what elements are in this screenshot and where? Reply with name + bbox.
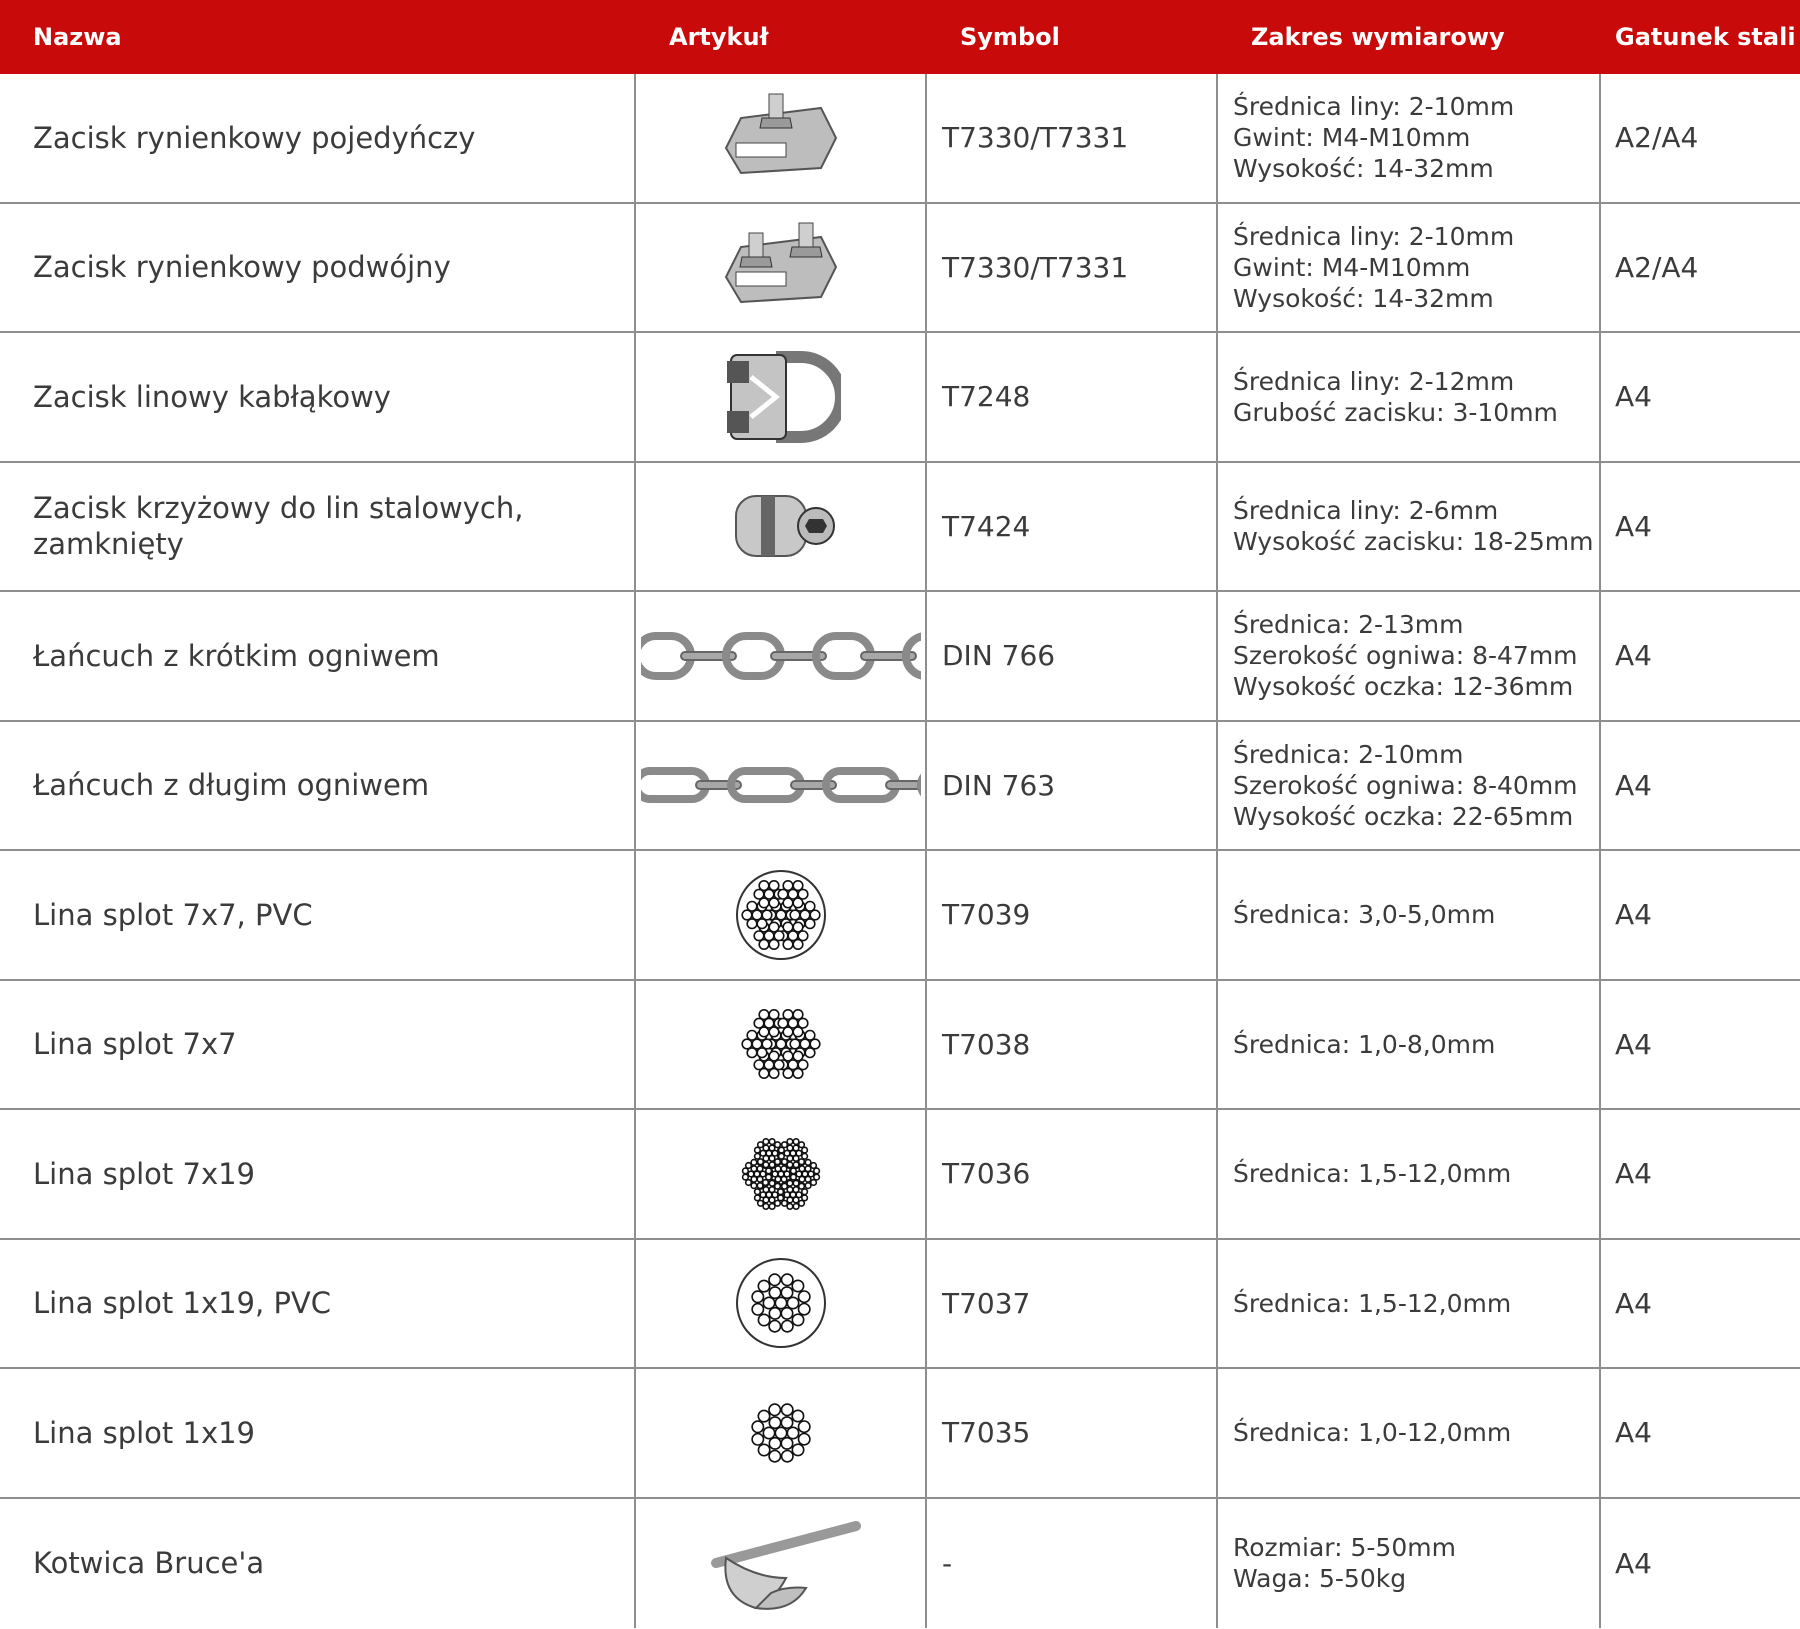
row-name — [0, 1110, 636, 1238]
row-symbol: T7037 — [927, 1240, 1218, 1368]
short-link-chain-icon — [641, 621, 921, 691]
row-name — [0, 1369, 636, 1497]
row-grade: A4 — [1615, 380, 1652, 414]
range-line: Średnica: 2-13mm — [1233, 610, 1464, 640]
row-name — [0, 722, 636, 850]
range-line: Średnica: 1,0-8,0mm — [1233, 1029, 1496, 1059]
row-name-text: Zacisk linowy kabłąkowy — [33, 379, 391, 414]
row-range — [1218, 463, 1601, 591]
rope-1x19-pvc-icon — [731, 1253, 831, 1353]
row-symbol: - — [927, 1499, 1218, 1629]
table-row — [0, 204, 1800, 334]
header-grade: Gatunek stali — [1615, 23, 1796, 51]
row-name-text: Łańcuch z krótkim ogniwem — [33, 638, 440, 673]
range-line: Szerokość ogniwa: 8-47mm — [1233, 641, 1578, 671]
long-link-chain-icon — [641, 750, 921, 820]
double-wire-rope-clip-icon — [711, 217, 851, 317]
row-grade: A4 — [1615, 1546, 1652, 1580]
row-article — [636, 333, 927, 461]
row-range — [1218, 333, 1601, 461]
row-range — [1218, 1240, 1601, 1368]
header-name: Nazwa — [33, 23, 122, 51]
row-article — [636, 851, 927, 979]
row-name-text: Łańcuch z długim ogniwem — [33, 768, 430, 803]
row-symbol: T7330/T7331 — [927, 204, 1218, 332]
row-symbol: T7038 — [927, 981, 1218, 1109]
u-bolt-rope-clamp-icon — [721, 347, 841, 447]
range-line: Średnica liny: 2-12mm — [1233, 366, 1515, 396]
table-header — [0, 0, 1800, 74]
row-symbol: T7039 — [927, 851, 1218, 979]
row-grade: A4 — [1615, 639, 1652, 673]
row-name-text: Lina splot 7x7 — [33, 1027, 237, 1062]
row-symbol: T7036 — [927, 1110, 1218, 1238]
table-body — [0, 74, 1800, 1628]
range-line: Średnica: 3,0-5,0mm — [1233, 900, 1496, 930]
row-range — [1218, 722, 1601, 850]
range-line: Wysokość: 14-32mm — [1233, 283, 1494, 313]
range-line: Rozmiar: 5-50mm — [1233, 1533, 1456, 1563]
row-name-text: Kotwica Bruce'a — [33, 1546, 265, 1581]
row-name-text: Zacisk rynienkowy pojedyńczy — [33, 120, 476, 155]
header-range: Zakres wymiarowy — [1251, 23, 1505, 51]
range-line: Gwint: M4-M10mm — [1233, 123, 1471, 153]
table-row — [0, 722, 1800, 852]
row-article — [636, 1110, 927, 1238]
range-line: Gwint: M4-M10mm — [1233, 252, 1471, 282]
row-grade: A2/A4 — [1615, 121, 1699, 155]
rope-7x7-pvc-icon — [731, 865, 831, 965]
range-line: Średnica liny: 2-6mm — [1233, 496, 1499, 526]
range-line: Grubość zacisku: 3-10mm — [1233, 397, 1558, 427]
rope-7x7-icon — [731, 994, 831, 1094]
rope-1x19-icon — [731, 1383, 831, 1483]
row-name — [0, 851, 636, 979]
row-grade: A2/A4 — [1615, 250, 1699, 284]
cross-clamp-icon — [721, 481, 841, 571]
header-article: Artykuł — [669, 23, 769, 51]
range-line: Wysokość: 14-32mm — [1233, 154, 1494, 184]
row-article — [636, 74, 927, 202]
row-article — [636, 1369, 927, 1497]
row-range — [1218, 74, 1601, 202]
row-name-text: Zacisk rynienkowy podwójny — [33, 250, 451, 285]
header-symbol: Symbol — [960, 23, 1060, 51]
range-line: Średnica: 1,5-12,0mm — [1233, 1159, 1512, 1189]
range-line: Wysokość oczka: 12-36mm — [1233, 672, 1574, 702]
range-line: Średnica liny: 2-10mm — [1233, 221, 1515, 251]
single-wire-rope-clip-icon — [711, 88, 851, 188]
row-name — [0, 333, 636, 461]
range-line: Wysokość oczka: 22-65mm — [1233, 801, 1574, 831]
row-range — [1218, 981, 1601, 1109]
bruce-anchor-icon — [696, 1508, 866, 1618]
row-grade: A4 — [1615, 768, 1652, 802]
row-range — [1218, 1369, 1601, 1497]
range-line: Średnica liny: 2-10mm — [1233, 92, 1515, 122]
row-article — [636, 981, 927, 1109]
row-name — [0, 981, 636, 1109]
row-article — [636, 592, 927, 720]
row-name-text: Lina splot 7x7, PVC — [33, 897, 313, 932]
row-name — [0, 592, 636, 720]
range-line: Szerokość ogniwa: 8-40mm — [1233, 770, 1578, 800]
row-name — [0, 1240, 636, 1368]
row-symbol: T7424 — [927, 463, 1218, 591]
range-line: Wysokość zacisku: 18-25mm — [1233, 527, 1594, 557]
row-name-text: Lina splot 7x19 — [33, 1156, 256, 1191]
table-row — [0, 851, 1800, 981]
row-grade: A4 — [1615, 1027, 1652, 1061]
row-article — [636, 722, 927, 850]
row-grade: A4 — [1615, 1157, 1652, 1191]
table-row — [0, 1369, 1800, 1499]
range-line: Średnica: 1,5-12,0mm — [1233, 1288, 1512, 1318]
row-grade: A4 — [1615, 1416, 1652, 1450]
row-name — [0, 463, 636, 591]
row-article — [636, 204, 927, 332]
rope-7x19-icon — [731, 1124, 831, 1224]
range-line: Waga: 5-50kg — [1233, 1564, 1407, 1594]
row-name-text: Lina splot 1x19 — [33, 1415, 256, 1450]
row-symbol: T7330/T7331 — [927, 74, 1218, 202]
row-name-text: Zacisk krzyżowy do lin stalowych, zamknięty — [33, 491, 524, 562]
range-line: Średnica: 1,0-12,0mm — [1233, 1418, 1512, 1448]
row-name — [0, 1499, 636, 1629]
row-article — [636, 1240, 927, 1368]
row-symbol: T7035 — [927, 1369, 1218, 1497]
row-range — [1218, 1499, 1601, 1629]
row-range — [1218, 851, 1601, 979]
row-range — [1218, 1110, 1601, 1238]
table-row — [0, 592, 1800, 722]
row-name-text: Lina splot 1x19, PVC — [33, 1286, 332, 1321]
row-symbol: DIN 763 — [927, 722, 1218, 850]
row-grade: A4 — [1615, 898, 1652, 932]
row-range — [1218, 204, 1601, 332]
table-row — [0, 981, 1800, 1111]
row-article — [636, 463, 927, 591]
range-line: Średnica: 2-10mm — [1233, 739, 1464, 769]
row-range — [1218, 592, 1601, 720]
table-row — [0, 1110, 1800, 1240]
row-grade: A4 — [1615, 1286, 1652, 1320]
table-row — [0, 1499, 1800, 1629]
table-row — [0, 74, 1800, 204]
row-symbol: DIN 766 — [927, 592, 1218, 720]
row-grade: A4 — [1615, 509, 1652, 543]
row-name — [0, 74, 636, 202]
table-row — [0, 333, 1800, 463]
row-article — [636, 1499, 927, 1629]
row-name — [0, 204, 636, 332]
table-row — [0, 1240, 1800, 1370]
table-row — [0, 463, 1800, 593]
row-symbol: T7248 — [927, 333, 1218, 461]
